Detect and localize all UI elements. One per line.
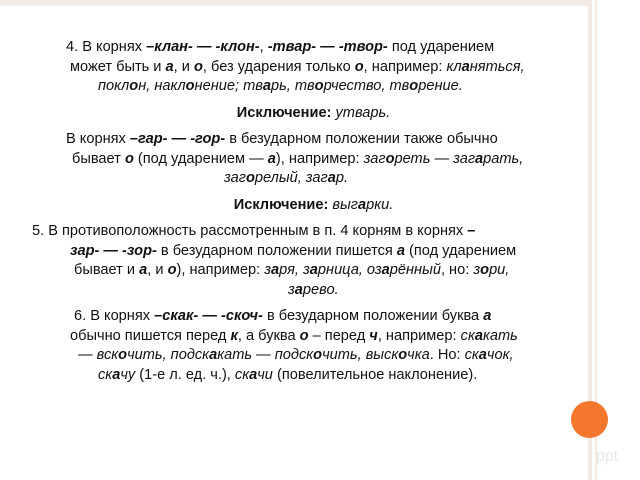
paragraph-5: 5. В противоположность рассмотренным в п. 4 корням в корнях – зар- — -зор- в безударном положении пишется а (под ударением бывает и а, и о), например: заря, зарница, озарённый, но: зори, зарево. bbox=[32, 223, 517, 298]
exception-label: Исключение: bbox=[236, 104, 332, 121]
orange-circle-decoration bbox=[571, 401, 608, 438]
exception-1 bbox=[32, 104, 577, 124]
paragraph-4: 4. В корнях –клан- — -клон-, -твар- — -твор- под ударением может быть и а, и о, без ударения только о, например: кланяться, поклон, наклонение; тварь, творчество, творение. bbox=[66, 39, 525, 94]
top-border bbox=[0, 0, 640, 6]
watermark: ppt bbox=[596, 448, 619, 465]
exception-2: Исключение: выгарки. bbox=[233, 196, 394, 213]
paragraph-6: 6. В корнях –скак- — -скоч- в безударном положении буква а обычно пишется перед к, а буква о – перед ч, например: скакать — вскочить, подскакать — подскочить, выскочка. Но: скачок, скачу (1-е л. ед. ч.), скачи (повелительное наклонение). bbox=[70, 308, 518, 383]
paragraph-gar: В корнях –гар- — -гор- в безударном положении также обычно бывает о (под ударением — а), например: загореть — загарать, загорелый, загар. bbox=[66, 131, 524, 186]
slide-text bbox=[32, 38, 577, 385]
exception-word: утварь. bbox=[335, 104, 391, 121]
exception-label: Исключение: bbox=[233, 196, 329, 213]
